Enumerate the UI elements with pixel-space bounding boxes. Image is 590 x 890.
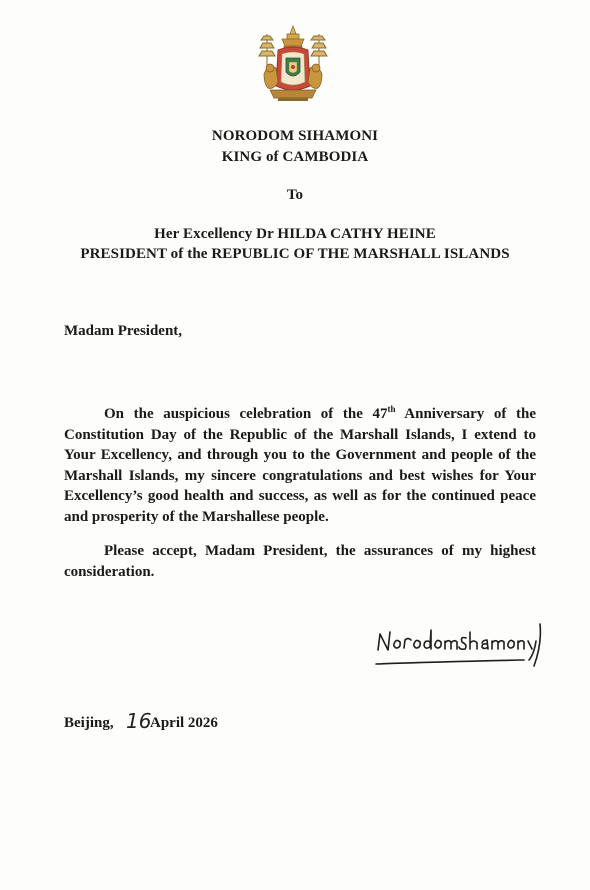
body-paragraph-1-rest: Anniversary of the Constitution Day of the Republic of the Marshall Islands, I extend to Your Excellency, and through you to the Government and people of the Marshall Islands, my sincere congratulations and best wishes for Your Excellency’s good health and success, as well as for the continued peace and prosperity of the Marshallese people. [64,406,536,525]
sender-name: NORODOM SIHAMONI [211,128,379,144]
body-paragraph-2: Please accept, Madam President, the assurances of my highest consideration. [64,543,536,580]
body-paragraph-1-start: On the auspicious celebration of the 47 [104,406,388,422]
recipient-name: Her Excellency Dr HILDA CATHY HEINE [154,226,436,242]
recipient-title: PRESIDENT of the REPUBLIC OF THE MARSHALL ISLANDS [80,246,510,262]
sender-title: KING of CAMBODIA [221,149,369,165]
city: Beijing, [64,715,114,731]
body-paragraph-1 [64,404,536,528]
royal-arms-icon [258,24,328,104]
handwritten-day: 16 [126,709,152,733]
ordinal-suffix: th [387,404,396,414]
signature-icon [374,614,544,682]
salutation: Madam President, [64,323,183,339]
date-line [64,709,304,739]
to-label: To [286,187,304,203]
month-year: April 2026 [150,715,218,731]
